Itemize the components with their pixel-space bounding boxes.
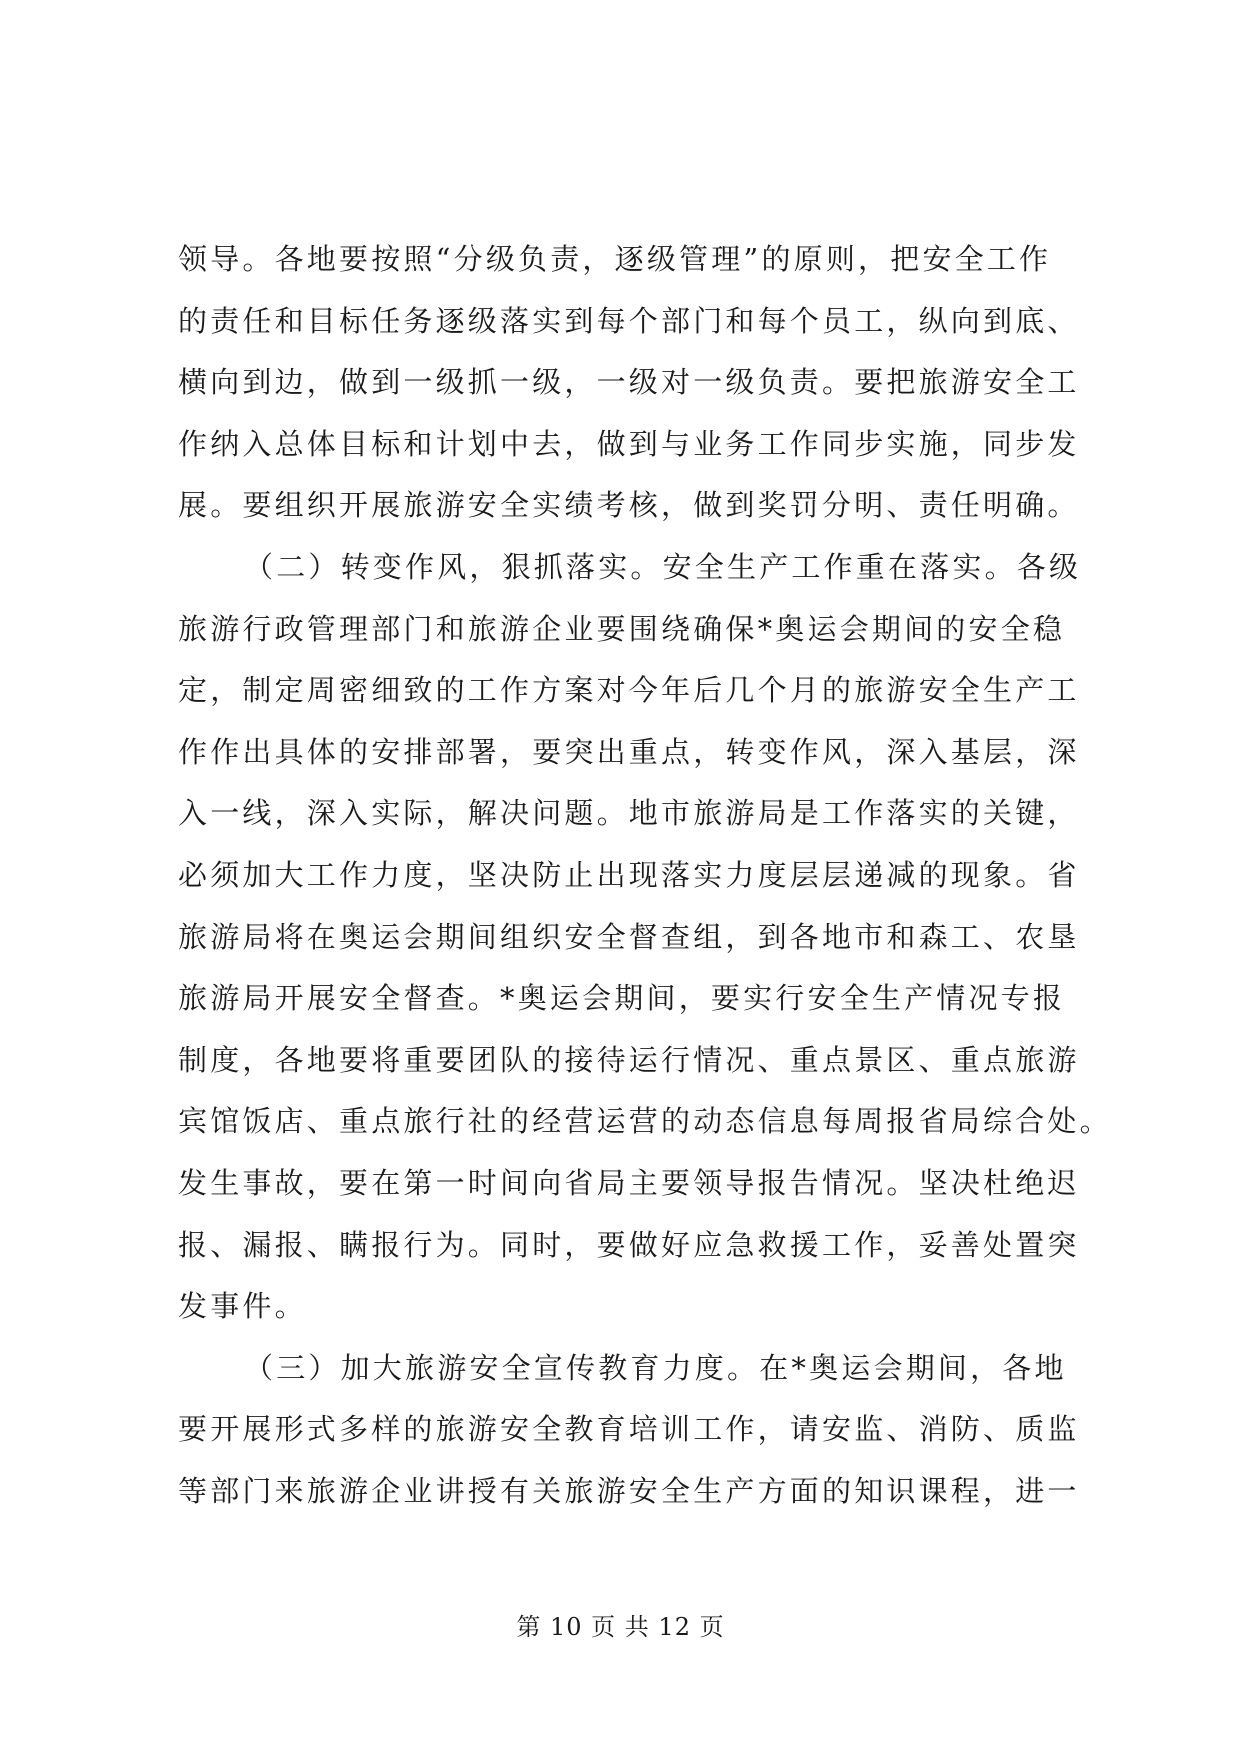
text-line: 要开展形式多样的旅游安全教育培训工作，请安监、消防、质监 [178,1412,1080,1447]
text-line: 横向到边，做到一级抓一级，一级对一级负责。要把旅游安全工 [178,365,1080,400]
body-text [178,229,1112,1522]
text-line: 旅游行政管理部门和旅游企业要围绕确保*奥运会期间的安全稳 [178,611,1066,646]
text-line: 报、漏报、瞒报行为。同时，要做好应急救援工作，妥善处置突 [178,1227,1080,1262]
text-line: （二）转变作风，狠抓落实。安全生产工作重在落实。各级 [244,549,1082,584]
text-line: 等部门来旅游企业讲授有关旅游安全生产方面的知识课程，进一 [178,1473,1080,1508]
text-line: （三）加大旅游安全宣传教育力度。在*奥运会期间，各地 [244,1350,1067,1385]
text-line: 领导。各地要按照“分级负责，逐级管理”的原则，把安全工作 [178,242,1052,276]
text-line: 发生事故，要在第一时间向省局主要领导报告情况。坚决杜绝迟 [178,1165,1080,1200]
text-line: 发事件。 [178,1289,307,1324]
page-footer: 第 10 页 共 12 页 [516,1613,725,1641]
text-line: 必须加大工作力度，坚决防止出现落实力度层层递减的现象。省 [178,857,1080,892]
text-line: 定，制定周密细致的工作方案对今年后几个月的旅游安全生产工 [178,673,1080,708]
text-line: 作纳入总体目标和计划中去，做到与业务工作同步实施，同步发 [178,426,1080,461]
text-line: 展。要组织开展旅游安全实绩考核，做到奖罚分明、责任明确。 [178,488,1080,523]
text-line: 的责任和目标任务逐级落实到每个部门和每个员工，纵向到底、 [178,303,1080,338]
text-line: 作作出具体的安排部署，要突出重点，转变作风，深入基层，深 [178,734,1080,769]
text-line: 入一线，深入实际，解决问题。地市旅游局是工作落实的关键， [178,796,1080,831]
text-line: 旅游局开展安全督查。*奥运会期间，要实行安全生产情况专报 [178,981,1066,1016]
text-line: 宾馆饭店、重点旅行社的经营运营的动态信息每周报省局综合处。 [178,1104,1112,1139]
text-line: 制度，各地要将重要团队的接待运行情况、重点景区、重点旅游 [178,1042,1080,1077]
text-line: 旅游局将在奥运会期间组织安全督查组，到各地市和森工、农垦 [178,919,1080,954]
